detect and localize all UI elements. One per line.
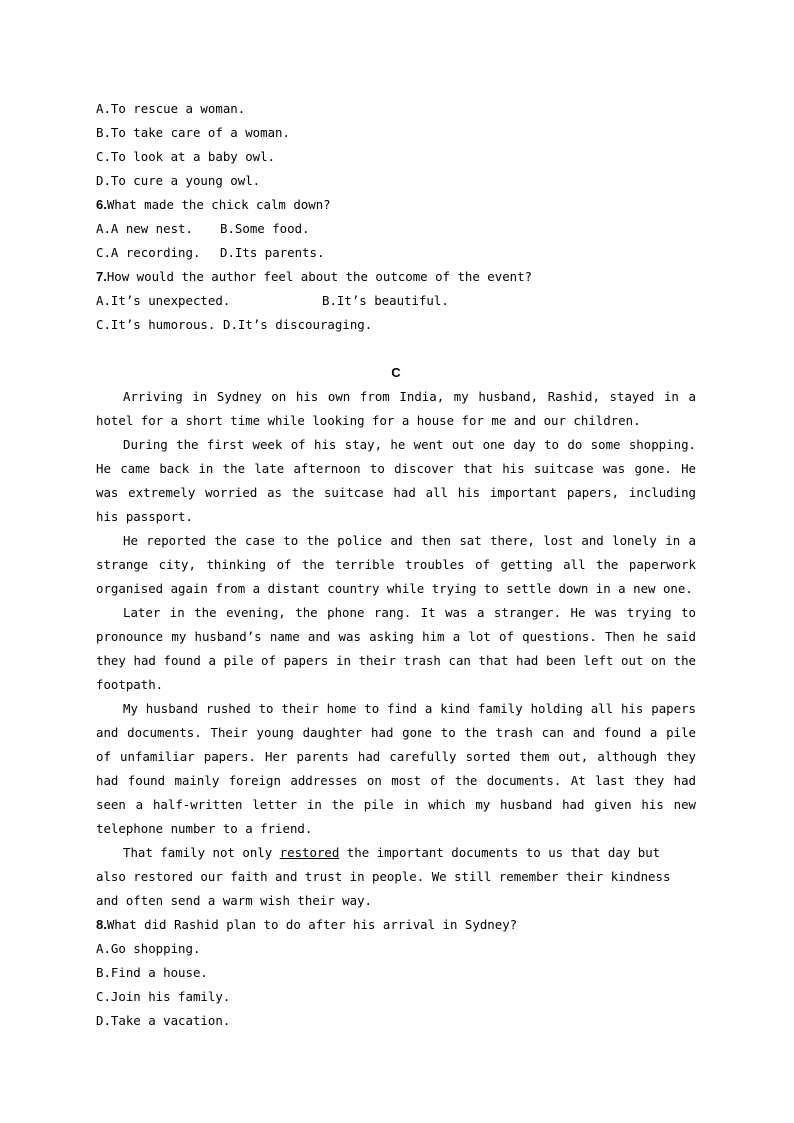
q7-options-row-2 bbox=[96, 313, 696, 337]
q5-option-d: D.To cure a young owl. bbox=[96, 173, 261, 188]
q5-option-a: A.To rescue a woman. bbox=[96, 101, 246, 116]
q7-option-a: A.It’s unexpected. bbox=[96, 293, 231, 308]
q7-option-b: B.It’s beautiful. bbox=[322, 293, 449, 308]
q7-option-c: C.It’s humorous. bbox=[96, 317, 216, 332]
page-content bbox=[96, 97, 696, 1033]
passage-paragraph-2: During the first week of his stay, he went out one day to do some shopping. He came back in the late afternoon to discover that his suitcase was gone. He was extremely worried as the suitcase had all his important papers, including his passport. bbox=[96, 437, 696, 524]
q6-option-c: C.A recording. bbox=[96, 245, 201, 260]
q7-options-row-1 bbox=[96, 289, 696, 313]
q6-number: 6. bbox=[96, 197, 107, 212]
q6-option-d: D.Its parents. bbox=[220, 245, 325, 260]
q8-option-c: C.Join his family. bbox=[96, 989, 231, 1004]
q7-number: 7. bbox=[96, 269, 107, 284]
q8-stem-line bbox=[96, 913, 696, 937]
section-c-heading: C bbox=[391, 365, 401, 380]
q7-option-d: D.It’s discouraging. bbox=[223, 317, 373, 332]
q8-number: 8. bbox=[96, 917, 107, 932]
q7-stem: How would the author feel about the outcome of the event? bbox=[106, 269, 533, 284]
underlined-word-restored: restored bbox=[279, 845, 340, 860]
passage-paragraph-6 bbox=[96, 841, 696, 913]
q6-options-row-2 bbox=[96, 241, 696, 265]
passage-paragraph-5: My husband rushed to their home to find a kind family holding all his papers and documents. Their young daughter had gone to the trash can and found a pile of unfamiliar papers. Her parents had carefully sorted them out, although they had found mainly foreign addresses on most of the documents. At last they had seen a half-written letter in the pile in which my husband had given his new telephone number to a friend. bbox=[96, 701, 696, 836]
paragraph-6-before: That family not only bbox=[123, 845, 280, 860]
q6-stem-line bbox=[96, 193, 696, 217]
q8-option-b: B.Find a house. bbox=[96, 965, 208, 980]
q8-option-d: D.Take a vacation. bbox=[96, 1013, 231, 1028]
passage-paragraph-4: Later in the evening, the phone rang. It was a stranger. He was trying to pronounce my husband’s name and was asking him a lot of questions. Then he said they had found a pile of papers in their trash can that had been left out on the footpath. bbox=[96, 605, 696, 692]
q8-option-a: A.Go shopping. bbox=[96, 941, 201, 956]
q6-option-b: B.Some food. bbox=[220, 221, 310, 236]
paragraph-6-after: the important documents to us that day but also restored our faith and trust in people. We still remember their kindness and often send a warm wish their way. bbox=[96, 845, 671, 908]
q5-option-b: B.To take care of a woman. bbox=[96, 125, 290, 140]
q6-stem: What made the chick calm down? bbox=[106, 197, 331, 212]
q7-stem-line bbox=[96, 265, 696, 289]
q5-option-c: C.To look at a baby owl. bbox=[96, 149, 276, 164]
q6-option-a: A.A new nest. bbox=[96, 221, 193, 236]
q6-options-row-1 bbox=[96, 217, 696, 241]
passage-paragraph-3: He reported the case to the police and then sat there, lost and lonely in a strange city, thinking of the terrible troubles of getting all the paperwork organised again from a distant country while trying to settle down in a new one. bbox=[96, 533, 696, 596]
passage-paragraph-1: Arriving in Sydney on his own from India, my husband, Rashid, stayed in a hotel for a short time while looking for a house for me and our children. bbox=[96, 389, 696, 428]
q8-stem: What did Rashid plan to do after his arrival in Sydney? bbox=[106, 917, 518, 932]
